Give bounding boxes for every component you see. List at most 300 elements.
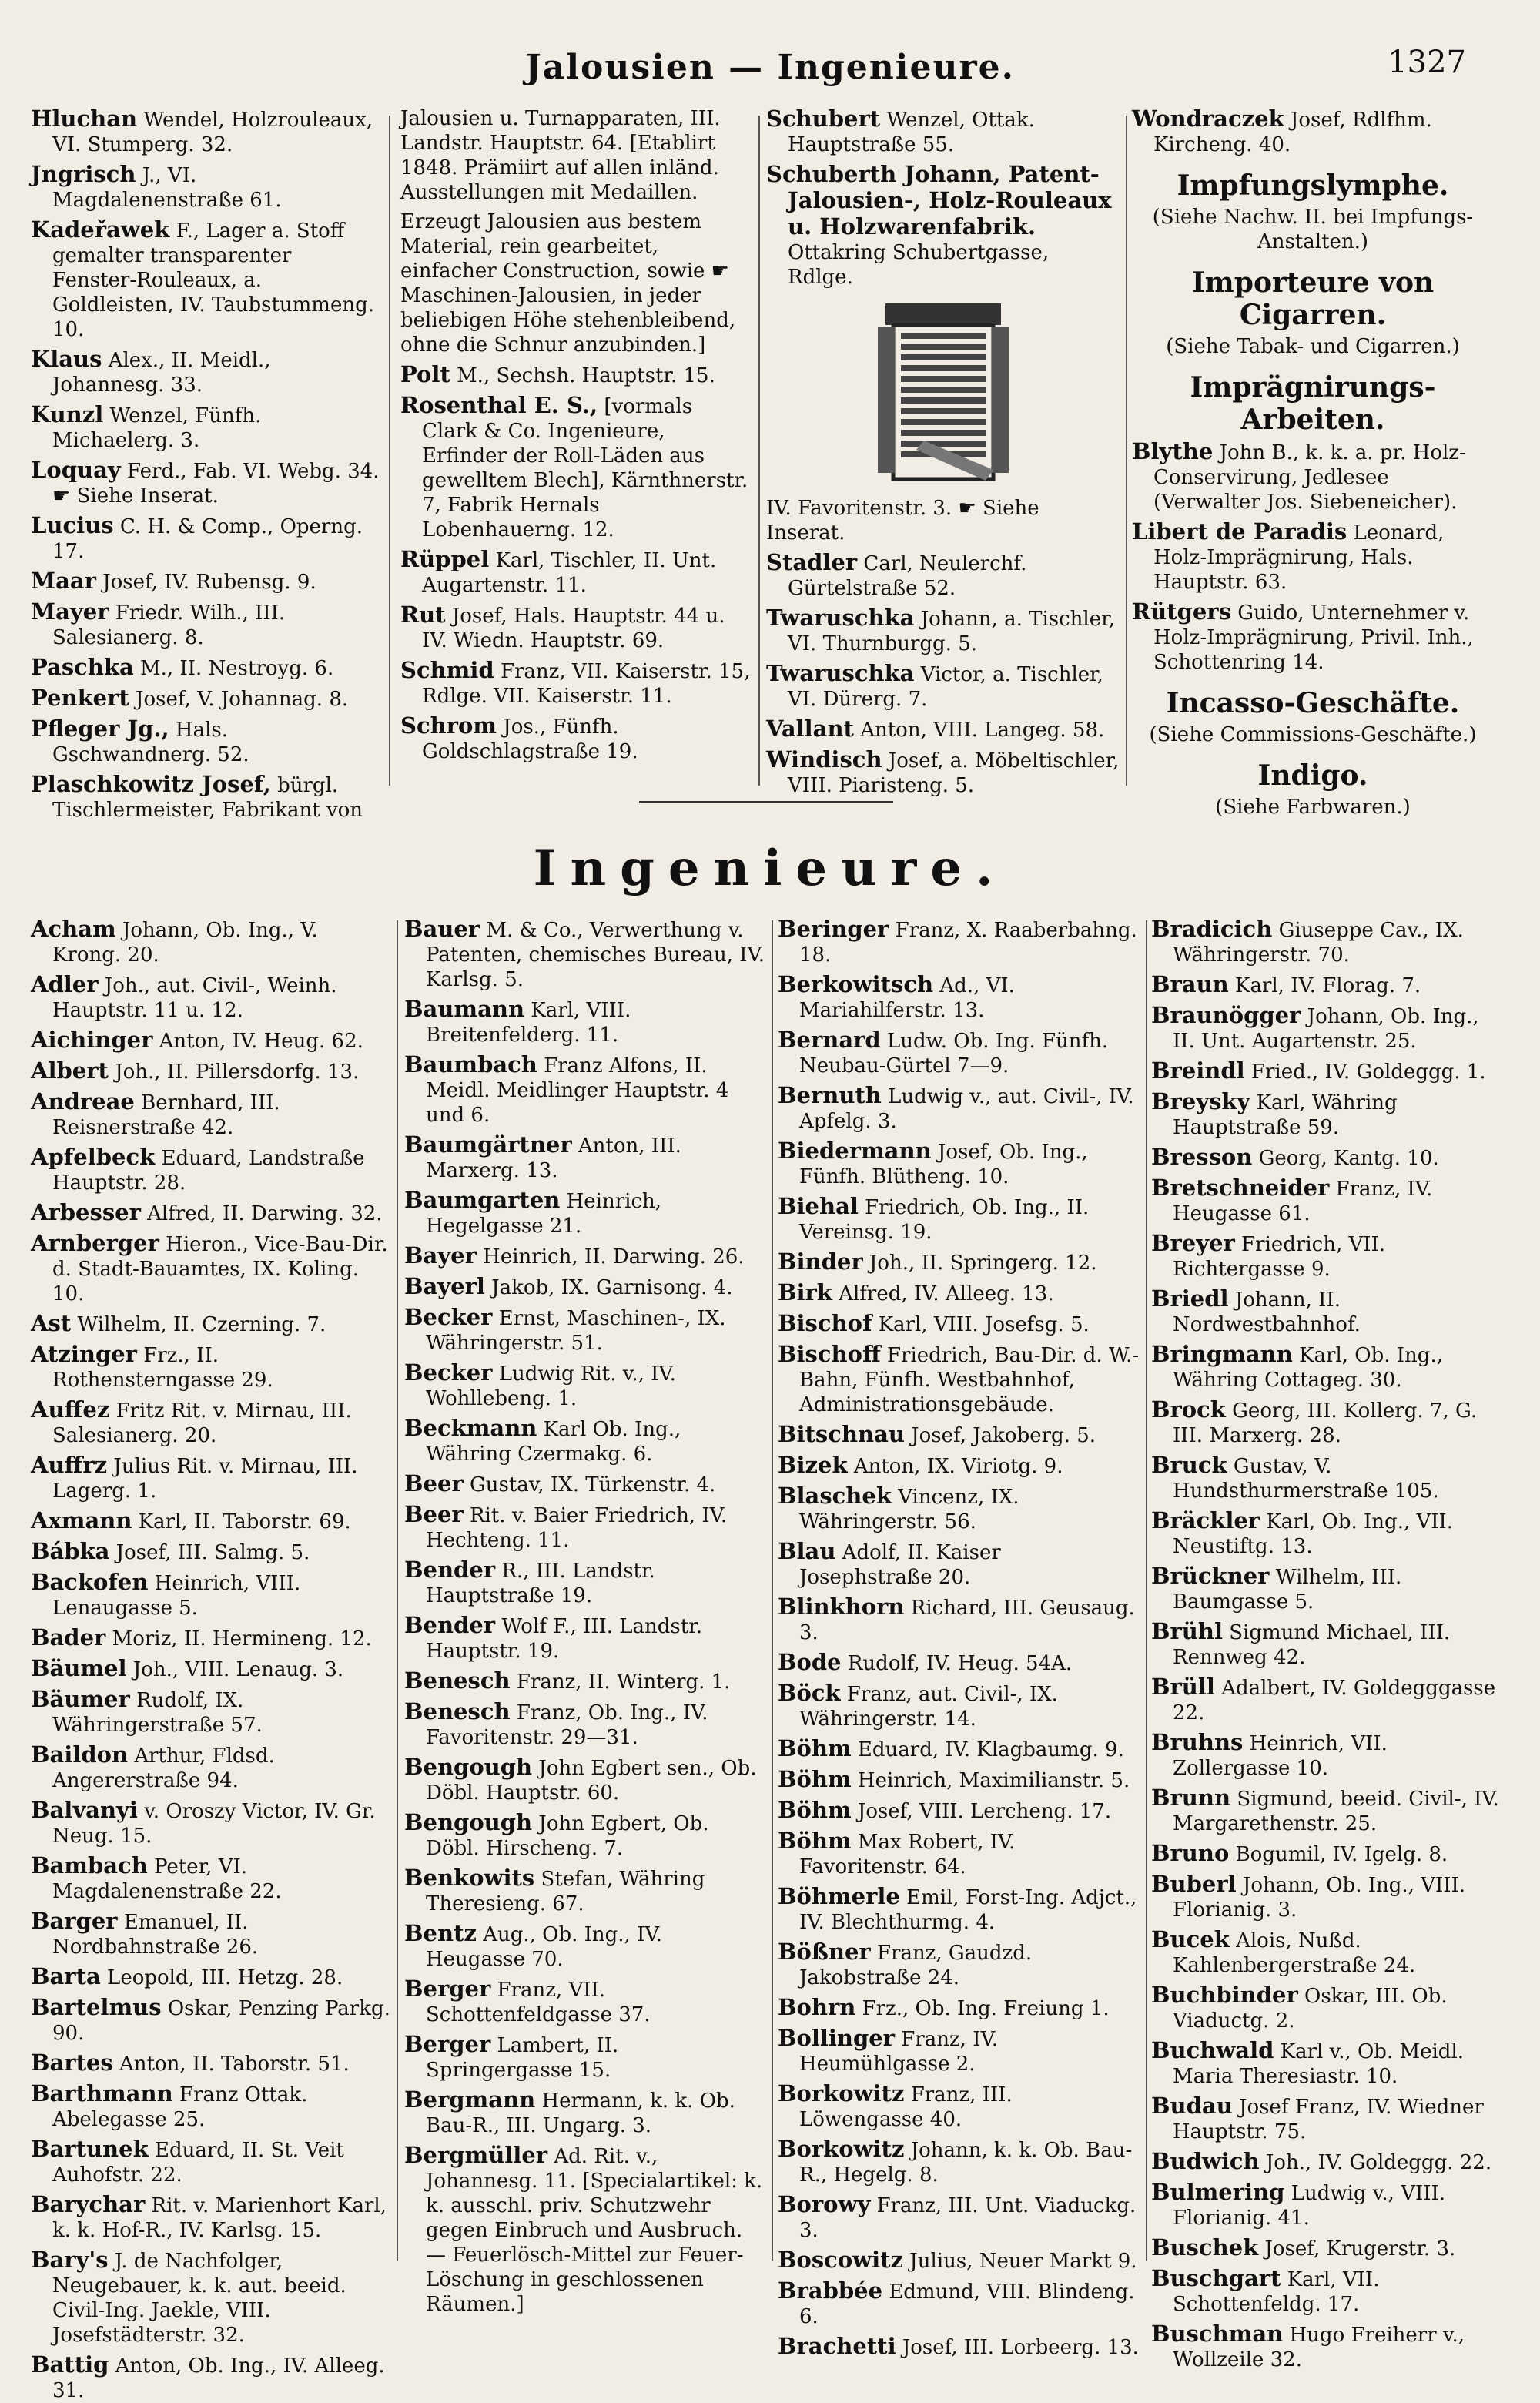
entry-details: Josef, Ob. Ing., Fünfh. Blütheng. 10. [799,1141,1088,1188]
entry-name: Berger [404,1976,491,2002]
entry-details: Joh., VIII. Lenaug. 3. [132,1658,344,1681]
directory-entry [1151,2235,1505,2261]
entry-name: Maar [31,568,96,594]
directory-entry [1132,106,1494,157]
entry-name: Rütgers [1132,598,1231,625]
directory-entry [404,1471,766,1497]
entry-name: Bergmüller [404,2142,548,2168]
entry-details: Joh., II. Pillersdorfg. 13. [115,1061,360,1084]
directory-entry [1151,1089,1505,1140]
entry-name: Bayer [404,1242,477,1269]
entry-details: Alois, Nußd. Kahlenbergerstraße 24. [1173,1929,1416,1977]
entry-name: Bary's [31,2247,109,2273]
entry-name: Bentz [404,1920,477,1946]
entry-name: Breindl [1151,1057,1245,1084]
entry-details: Heinrich, VII. Zollergasse 10. [1173,1732,1388,1780]
directory-entry [31,685,381,712]
directory-entry [778,1027,1140,1078]
directory-entry [778,1539,1140,1590]
top-column-4 [1132,106,1494,819]
entry-details: Wilhelm, III. Baumgasse 5. [1173,1566,1402,1614]
entry-details: Max Robert, IV. Favoritenstr. 64. [799,1831,1016,1878]
directory-entry [31,402,381,453]
entry-name: Bartes [31,2049,113,2076]
entry-details: Alfred, IV. Alleeg. 13. [839,1282,1054,1305]
directory-entry [778,2247,1140,2274]
category-heading: Importeure von Cigarren. [1191,266,1435,331]
entry-details: Aug., Ob. Ing., IV. Heugasse 70. [426,1923,662,1971]
entry-name: Bender [404,1557,496,1583]
entry-name: Bartunek [31,2136,149,2162]
directory-entry [31,1570,393,1620]
directory-entry [31,1853,393,1904]
entry-details: Gustav, V. Hundsthurmerstraße 105. [1173,1455,1439,1503]
directory-entry [31,1145,393,1195]
directory-entry [31,1089,393,1140]
running-title: Jalousien — Ingenieure. [524,48,1015,87]
directory-entry [31,347,381,397]
entry-name: Bitschnau [778,1421,905,1447]
entry-name: Braunögger [1151,1002,1301,1028]
entry-details: Emil, Forst-Ing. Adjct., IV. Blechthurmg. 4. [799,1886,1137,1934]
entry-details: Josef, III. Lorbeerg. 13. [902,2336,1139,2359]
entry-details: Karl, Tischler, II. Unt. Augartenstr. 11. [422,549,717,597]
entry-details: Anton, II. Taborstr. 51. [119,2053,350,2076]
entry-name: Twaruschka [766,660,915,686]
entry-name: Atzinger [31,1341,137,1367]
entry-name: Bucek [1151,1926,1230,1952]
directory-entry [404,1188,766,1238]
directory-entry [778,1828,1140,1879]
entry-name: Bergmann [404,2086,536,2113]
directory-entry [404,1613,766,1664]
cross-reference-note: (Siehe Farbwaren.) [1215,796,1411,819]
directory-entry [31,2352,393,2403]
entry-name: Schuberth Johann, Patent-Jalousien-, Holz-Rouleaux u. Holzwarenfabrik. [766,161,1112,240]
entry-details: Anton, Ob. Ing., IV. Alleeg. 31. [52,2354,385,2402]
entry-name: Polt [400,361,450,387]
entry-name: Bernuth [778,1082,882,1108]
entry-name: Bräckler [1151,1507,1260,1533]
entry-details: Heinrich, Maximilianstr. 5. [857,1769,1130,1792]
directory-entry [400,713,751,764]
entry-name: Baumann [404,996,525,1022]
entry-details: Josef, III. Salmg. 5. [116,1541,310,1564]
entry-details: Franz Ottak. Abelegasse 25. [52,2083,308,2131]
column-rule [1146,920,1147,2261]
category-heading: Incasso-Geschäfte. [1166,687,1460,719]
directory-entry [31,1656,393,1682]
entry-name: Binder [778,1248,863,1275]
directory-entry [1151,1674,1505,1725]
directory-entry [778,2137,1140,2187]
column-rule [1126,116,1127,786]
entry-details: Anton, IX. Viriotg. 9. [853,1455,1063,1478]
entry-details: Joh., aut. Civil-, Weinh. Hauptstr. 11 u. 12. [52,974,337,1022]
entry-details: Heinrich, Hegelgasse 21. [426,1190,662,1238]
directory-entry [1151,2321,1505,2372]
entry-details: Josef, Krugerstr. 3. [1264,2237,1456,2261]
entry-details: Jos., Fünfh. Goldschlagstraße 19. [422,716,638,763]
entry-details: Friedrich, Ob. Ing., II. Vereinsg. 19. [799,1196,1090,1244]
directory-entry [404,1243,766,1269]
directory-entry [778,1422,1140,1448]
entry-name: Auffrz [31,1452,108,1478]
entry-details: Rudolf, IV. Heug. 54A. [847,1652,1073,1675]
entry-name: Blau [778,1538,836,1564]
entry-details: Hals. Gschwandnerg. 52. [52,719,249,766]
entry-name: Ast [31,1310,72,1336]
entry-name: Arbesser [31,1199,141,1225]
directory-entry [778,1736,1140,1762]
top-column-2 [400,106,751,799]
directory-entry [778,1138,1140,1189]
entry-name: Borkowitz [778,2080,905,2106]
entry-name: Bender [404,1612,496,1638]
directory-entry [400,658,751,709]
directory-entry [31,1397,393,1448]
entry-details: Josef, IV. Rubensg. 9. [102,571,316,594]
directory-entry [778,972,1140,1023]
bottom-column-2 [404,916,766,2316]
entry-name: Arnberger [31,1230,159,1256]
entry-details: Leonard, Holz-Imprägnirung, Hals. Hauptstr. 63. [1153,521,1445,594]
directory-entry [1132,519,1494,595]
entry-name: Brabbée [778,2277,883,2304]
entry-name: Albert [31,1057,109,1084]
entry-details: M., II. Nestroyg. 6. [140,657,334,680]
entry-details: Karl, VIII. Josefsg. 5. [878,1313,1090,1336]
entry-name: Andreae [31,1088,135,1114]
directory-entry [31,1798,393,1848]
entry-name: Wondraczek [1132,106,1284,132]
entry-name: Brühl [1151,1618,1223,1644]
entry-name: Stadler [766,549,858,575]
page-header [0,45,1540,102]
directory-entry [1132,439,1494,514]
column-rule [758,116,760,786]
entry-name: Beer [404,1501,464,1527]
entry-name: Hluchan [31,106,138,132]
directory-entry [404,1699,766,1750]
directory-entry [778,1249,1140,1275]
entry-name: Borkowitz [778,2136,905,2162]
entry-name: Berkowitsch [778,971,934,997]
entry-details: Carl, Neulerchf. Gürtelstraße 52. [788,552,1027,600]
entry-name: Buschman [1151,2321,1284,2347]
entry-name: Bischof [778,1310,872,1336]
directory-entry [766,716,1120,742]
entry-name: Bayerl [404,1273,485,1299]
directory-entry [31,772,381,823]
entry-details: Ad. Rit. v., Johannesg. 11. [Specialartikel: k. k. ausschl. priv. Schutzwehr gegen Einbruch und Ausbruch. — Feuerlösch-Mittel zur Feuer-Löschung in geschlossenen Räumen.] [426,2145,763,2316]
entry-details: Edmund, VIII. Blindeng. 6. [799,2281,1135,2328]
entry-details: M. & Co., Verwerthung v. Patenten, chemisches Bureau, IV. Karlsg. 5. [426,919,765,991]
entry-details: Hugo Freiherr v., Wollzeile 32. [1173,2324,1465,2371]
directory-entry [778,2081,1140,2132]
directory-entry [778,1650,1140,1676]
entry-name: Bambach [31,1852,148,1878]
entry-name: Buberl [1151,1871,1237,1897]
entry-details: Josef, V. Johannag. 8. [136,688,349,711]
directory-entry [1151,1872,1505,1922]
entry-name: Barthmann [31,2080,173,2106]
directory-entry [1151,1730,1505,1781]
entry-details: M., Sechsh. Hauptstr. 15. [457,364,715,387]
directory-entry [766,661,1120,712]
directory-entry [778,1681,1140,1731]
directory-entry [1151,1397,1505,1448]
entry-name: Bader [31,1624,106,1651]
entry-details: Karl, II. Taborstr. 69. [138,1510,351,1533]
top-column-3 [766,106,1120,799]
directory-entry [766,747,1120,798]
entry-details: Wolf F., III. Landstr. Hauptstr. 19. [426,1615,703,1663]
directory-entry [1151,1175,1505,1226]
directory-entry [404,1810,766,1861]
entry-name: Bößner [778,1939,871,1965]
directory-entry [31,1687,393,1738]
entry-details: Leopold, III. Hetzg. 28. [107,1966,343,1989]
cross-reference-note: (Siehe Commissions-Geschäfte.) [1149,723,1477,746]
directory-entry [778,2278,1140,2329]
entry-name: Balvanyi [31,1797,138,1823]
entry-details: Ludwig v., aut. Civil-, IV. Apfelg. 3. [799,1085,1134,1133]
directory-entry [400,393,751,542]
entry-name: Battig [31,2351,109,2378]
directory-entry [31,1311,393,1337]
entry-details: Franz, Ob. Ing., IV. Favoritenstr. 29—31. [426,1701,708,1749]
entry-name: Bresson [1151,1144,1253,1170]
entry-details: Guido, Unternehmer v. Holz-Imprägnirung, Privil. Inh., Schottenring 14. [1153,602,1474,674]
entry-details: Karl Ob. Ing., Währing Czermakg. 6. [426,1418,681,1466]
directory-entry [778,2026,1140,2076]
jalousie-window-illustration [870,296,1016,488]
entry-details: Eduard, II. St. Veit Auhofstr. 22. [52,2139,344,2187]
directory-entry [404,1865,766,1916]
directory-entry [400,106,751,205]
entry-details: Oskar, Penzing Parkg. 90. [52,1997,390,2045]
entry-name: Buschgart [1151,2265,1281,2291]
entry-name: Böhm [778,1766,852,1792]
entry-details: Johann, Ob. Ing., VIII. Florianig. 3. [1173,1874,1466,1922]
entry-name: Schmid [400,657,494,683]
directory-entry [31,2137,393,2187]
entry-name: Böhm [778,1828,852,1854]
entry-name: Loquay [31,457,121,483]
entry-name: Bradicich [1151,916,1273,942]
entry-name: Bäumel [31,1655,127,1681]
directory-entry [1151,1927,1505,1978]
column-rule [772,920,773,2261]
entry-details: J. de Nachfolger, Neugebauer, k. k. aut. beeid. Civil-Ing. Jaekle, VIII. Josefstädterstr. 32. [52,2250,346,2347]
category-heading: Imprägnirungs-Arbeiten. [1190,371,1436,436]
entry-details: John Egbert, Ob. Döbl. Hirscheng. 7. [426,1812,709,1860]
entry-details: John Egbert sen., Ob. Döbl. Hauptstr. 60. [426,1757,757,1805]
directory-entry [31,568,381,595]
entry-name: Breyer [1151,1230,1235,1256]
entry-details: Adalbert, IV. Goldegggasse 22. [1173,1677,1496,1724]
entry-details: Anton, VIII. Langeg. 58. [860,719,1105,742]
entry-name: Rüppel [400,546,490,572]
entry-details: R., III. Landstr. Hauptstraße 19. [426,1560,655,1607]
directory-entry [778,917,1140,967]
entry-name: Lucius [31,512,114,538]
entry-name: Brock [1151,1396,1226,1423]
entry-name: Blinkhorn [778,1594,905,1620]
entry-details: Franz, VII. Kaiserstr. 15, Rdlge. VII. Kaiserstr. 11. [422,660,751,708]
entry-name: Baumgärtner [404,1131,572,1158]
directory-entry [1151,1058,1505,1084]
directory-entry [31,513,381,564]
entry-name: Böck [778,1680,841,1706]
entry-details: Rit. v. Marienhort Karl, k. k. Hof-R., IV. Karlsg. 15. [52,2194,387,2242]
entry-details: Richard, III. Geusaug. 3. [799,1597,1135,1644]
entry-name: Bretschneider [1151,1175,1330,1201]
entry-details: Karl, Währing Hauptstraße 59. [1173,1091,1398,1139]
directory-entry [31,1909,393,1959]
directory-entry [1151,1563,1505,1614]
entry-name: Axmann [31,1507,132,1533]
entry-name: Schrom [400,712,497,739]
entry-name: Bábka [31,1538,110,1564]
entry-details: bürgl. Tischlermeister, Fabrikant von [52,774,363,822]
entry-details: Franz, X. Raaberbahng. 18. [799,919,1137,967]
directory-entry [404,997,766,1047]
entry-name: Borowy [778,2191,871,2217]
entry-name: Bollinger [778,2025,895,2051]
directory-entry [404,1557,766,1608]
entry-name: Kadeřawek [31,216,170,243]
directory-entry [31,106,381,157]
entry-name: Biedermann [778,1138,932,1164]
directory-entry [778,1798,1140,1824]
entry-details: Josef, VIII. Lercheng. 17. [857,1800,1112,1823]
entry-details: Ludwig Rit. v., IV. Wohllebeng. 1. [426,1362,676,1410]
entry-name: Bringmann [1151,1341,1293,1367]
directory-entry [31,1453,393,1503]
directory-entry [778,1483,1140,1534]
directory-entry [404,2032,766,2083]
directory-entry [766,550,1120,601]
directory-entry [778,1884,1140,1935]
column-rule [389,116,390,786]
entry-name: Paschka [31,654,134,680]
directory-entry [778,1280,1140,1306]
entry-details: IV. Favoritenstr. 3. ☛ Siehe Inserat. [766,497,1040,545]
entry-name: Barychar [31,2191,146,2217]
directory-entry [31,2247,393,2348]
entry-details: Johann, a. Tischler, VI. Thurnburgg. 5. [788,608,1115,655]
entry-name: Bartelmus [31,1994,162,2020]
entry-name: Baumgarten [404,1187,561,1213]
directory-entry [766,605,1120,656]
entry-details: Vincenz, IX. Währingerstr. 56. [799,1486,1019,1533]
entry-details: Josef, Hals. Hauptstr. 44 u. IV. Wiedn. Hauptstr. 69. [422,605,725,652]
directory-entry [778,1594,1140,1645]
entry-details: Karl, VII. Schottenfeldg. 17. [1173,2268,1380,2316]
entry-details: Hermann, k. k. Ob. Bau-R., III. Ungarg. 3. [426,2090,735,2137]
entry-name: Pfleger Jg., [31,716,169,742]
entry-details: Franz, aut. Civil-, IX. Währingerstr. 14. [799,1683,1058,1731]
directory-entry [778,1995,1140,2021]
entry-details: Alex., II. Meidl., Johannesg. 33. [52,349,271,397]
entry-name: Bizek [778,1452,848,1478]
entry-details: Franz, VII. Schottenfeldgasse 37. [426,1979,651,2026]
category-heading: Indigo. [1257,759,1368,792]
entry-name: Beckmann [404,1415,537,1441]
entry-name: Klaus [31,346,102,372]
directory-entry [31,2192,393,2243]
entry-name: Böhm [778,1797,852,1823]
directory-entry [1151,2266,1505,2317]
entry-details: Giuseppe Cav., IX. Währingerstr. 70. [1173,919,1464,967]
entry-name: Bohrn [778,1994,856,2020]
category-heading: Impfungslymphe. [1177,169,1449,202]
entry-name: Apfelbeck [31,1144,156,1170]
entry-details: Julius, Neuer Markt 9. [909,2250,1137,2273]
entry-name: Bengough [404,1754,533,1780]
entry-details: Oskar, III. Ob. Viaductg. 2. [1173,1985,1448,2033]
directory-entry [778,1342,1140,1417]
directory-entry [404,917,766,992]
entry-details: Anton, IV. Heug. 62. [159,1030,363,1053]
entry-name: Twaruschka [766,605,915,631]
page-number: 1327 [1388,45,1466,80]
directory-entry [778,2192,1140,2243]
entry-name: Böhmerle [778,1883,900,1909]
entry-name: Benesch [404,1698,511,1724]
entry-name: Bruhns [1151,1729,1244,1755]
directory-entry [1151,2038,1505,2089]
entry-name: Bischoff [778,1341,881,1367]
directory-entry [400,209,751,357]
entry-details: [vormals Clark & Co. Ingenieure, Erfinder der Roll-Läden aus gewelltem Blech], Kärnthnerstr. 7, Fabrik Hernals Lobenhauerng. 12. [422,395,748,541]
directory-entry [1151,1619,1505,1670]
entry-name: Becker [404,1304,493,1330]
entry-details: Jalousien u. Turnapparaten, III. Landstr. Hauptstr. 64. [Etablirt 1848. Prämiirt auf allen inländ. Ausstellungen mit Medaillen. [400,107,721,204]
entry-details: Rit. v. Baier Friedrich, IV. Hechteng. 11. [426,1504,728,1552]
entry-details: Friedrich, Bau-Dir. d. W.-Bahn, Fünfh. Westbahnhof, Administrationsgebäude. [799,1344,1140,1416]
entry-details: Karl, VIII. Breitenfelderg. 11. [426,999,631,1047]
directory-entry [404,1976,766,2027]
entry-details: Rudolf, IX. Währingerstraße 57. [52,1689,263,1737]
entry-details: Franz, III. Unt. Viaduckg. 3. [799,2194,1137,2242]
entry-details: Alfred, II. Darwing. 32. [147,1202,383,1225]
directory-entry [778,1939,1140,1990]
entry-details: Frz., II. Rothensterngasse 29. [52,1344,273,1392]
entry-details: Peter, VI. Magdalenenstraße 22. [52,1855,282,1903]
entry-details: Johann, k. k. Ob. Bau-R., Hegelg. 8. [799,2139,1133,2187]
directory-entry [1151,1982,1505,2033]
directory-entry [31,217,381,342]
directory-entry [400,547,751,598]
entry-details: Karl, Ob. Ing., Währing Cottageg. 30. [1173,1344,1443,1392]
entry-details: Karl, IV. Florag. 7. [1235,974,1421,997]
entry-details: Moriz, II. Hermineng. 12. [112,1627,372,1651]
section-title: Ingenieure. [533,840,1007,897]
entry-name: Biehal [778,1193,859,1219]
entry-details: Erzeugt Jalousien aus bestem Material, rein gearbeitet, einfacher Construction, sowie ☛ Maschinen-Jalousien, in jeder beliebigen Höhe stehenbleibend, ohne die Schnur anzubinden.] [400,210,736,357]
directory-entry [31,972,393,1023]
directory-entry [31,599,381,650]
directory-entry [404,1305,766,1356]
entry-details: Lambert, II. Springergasse 15. [426,2034,619,2082]
cross-reference-note: (Siehe Tabak- und Cigarren.) [1166,335,1460,358]
entry-details: Jakob, IX. Garnisong. 4. [491,1276,733,1299]
entry-name: Windisch [766,746,882,773]
entry-details: Wendel, Holzrouleaux, VI. Stumperg. 32. [52,109,373,156]
